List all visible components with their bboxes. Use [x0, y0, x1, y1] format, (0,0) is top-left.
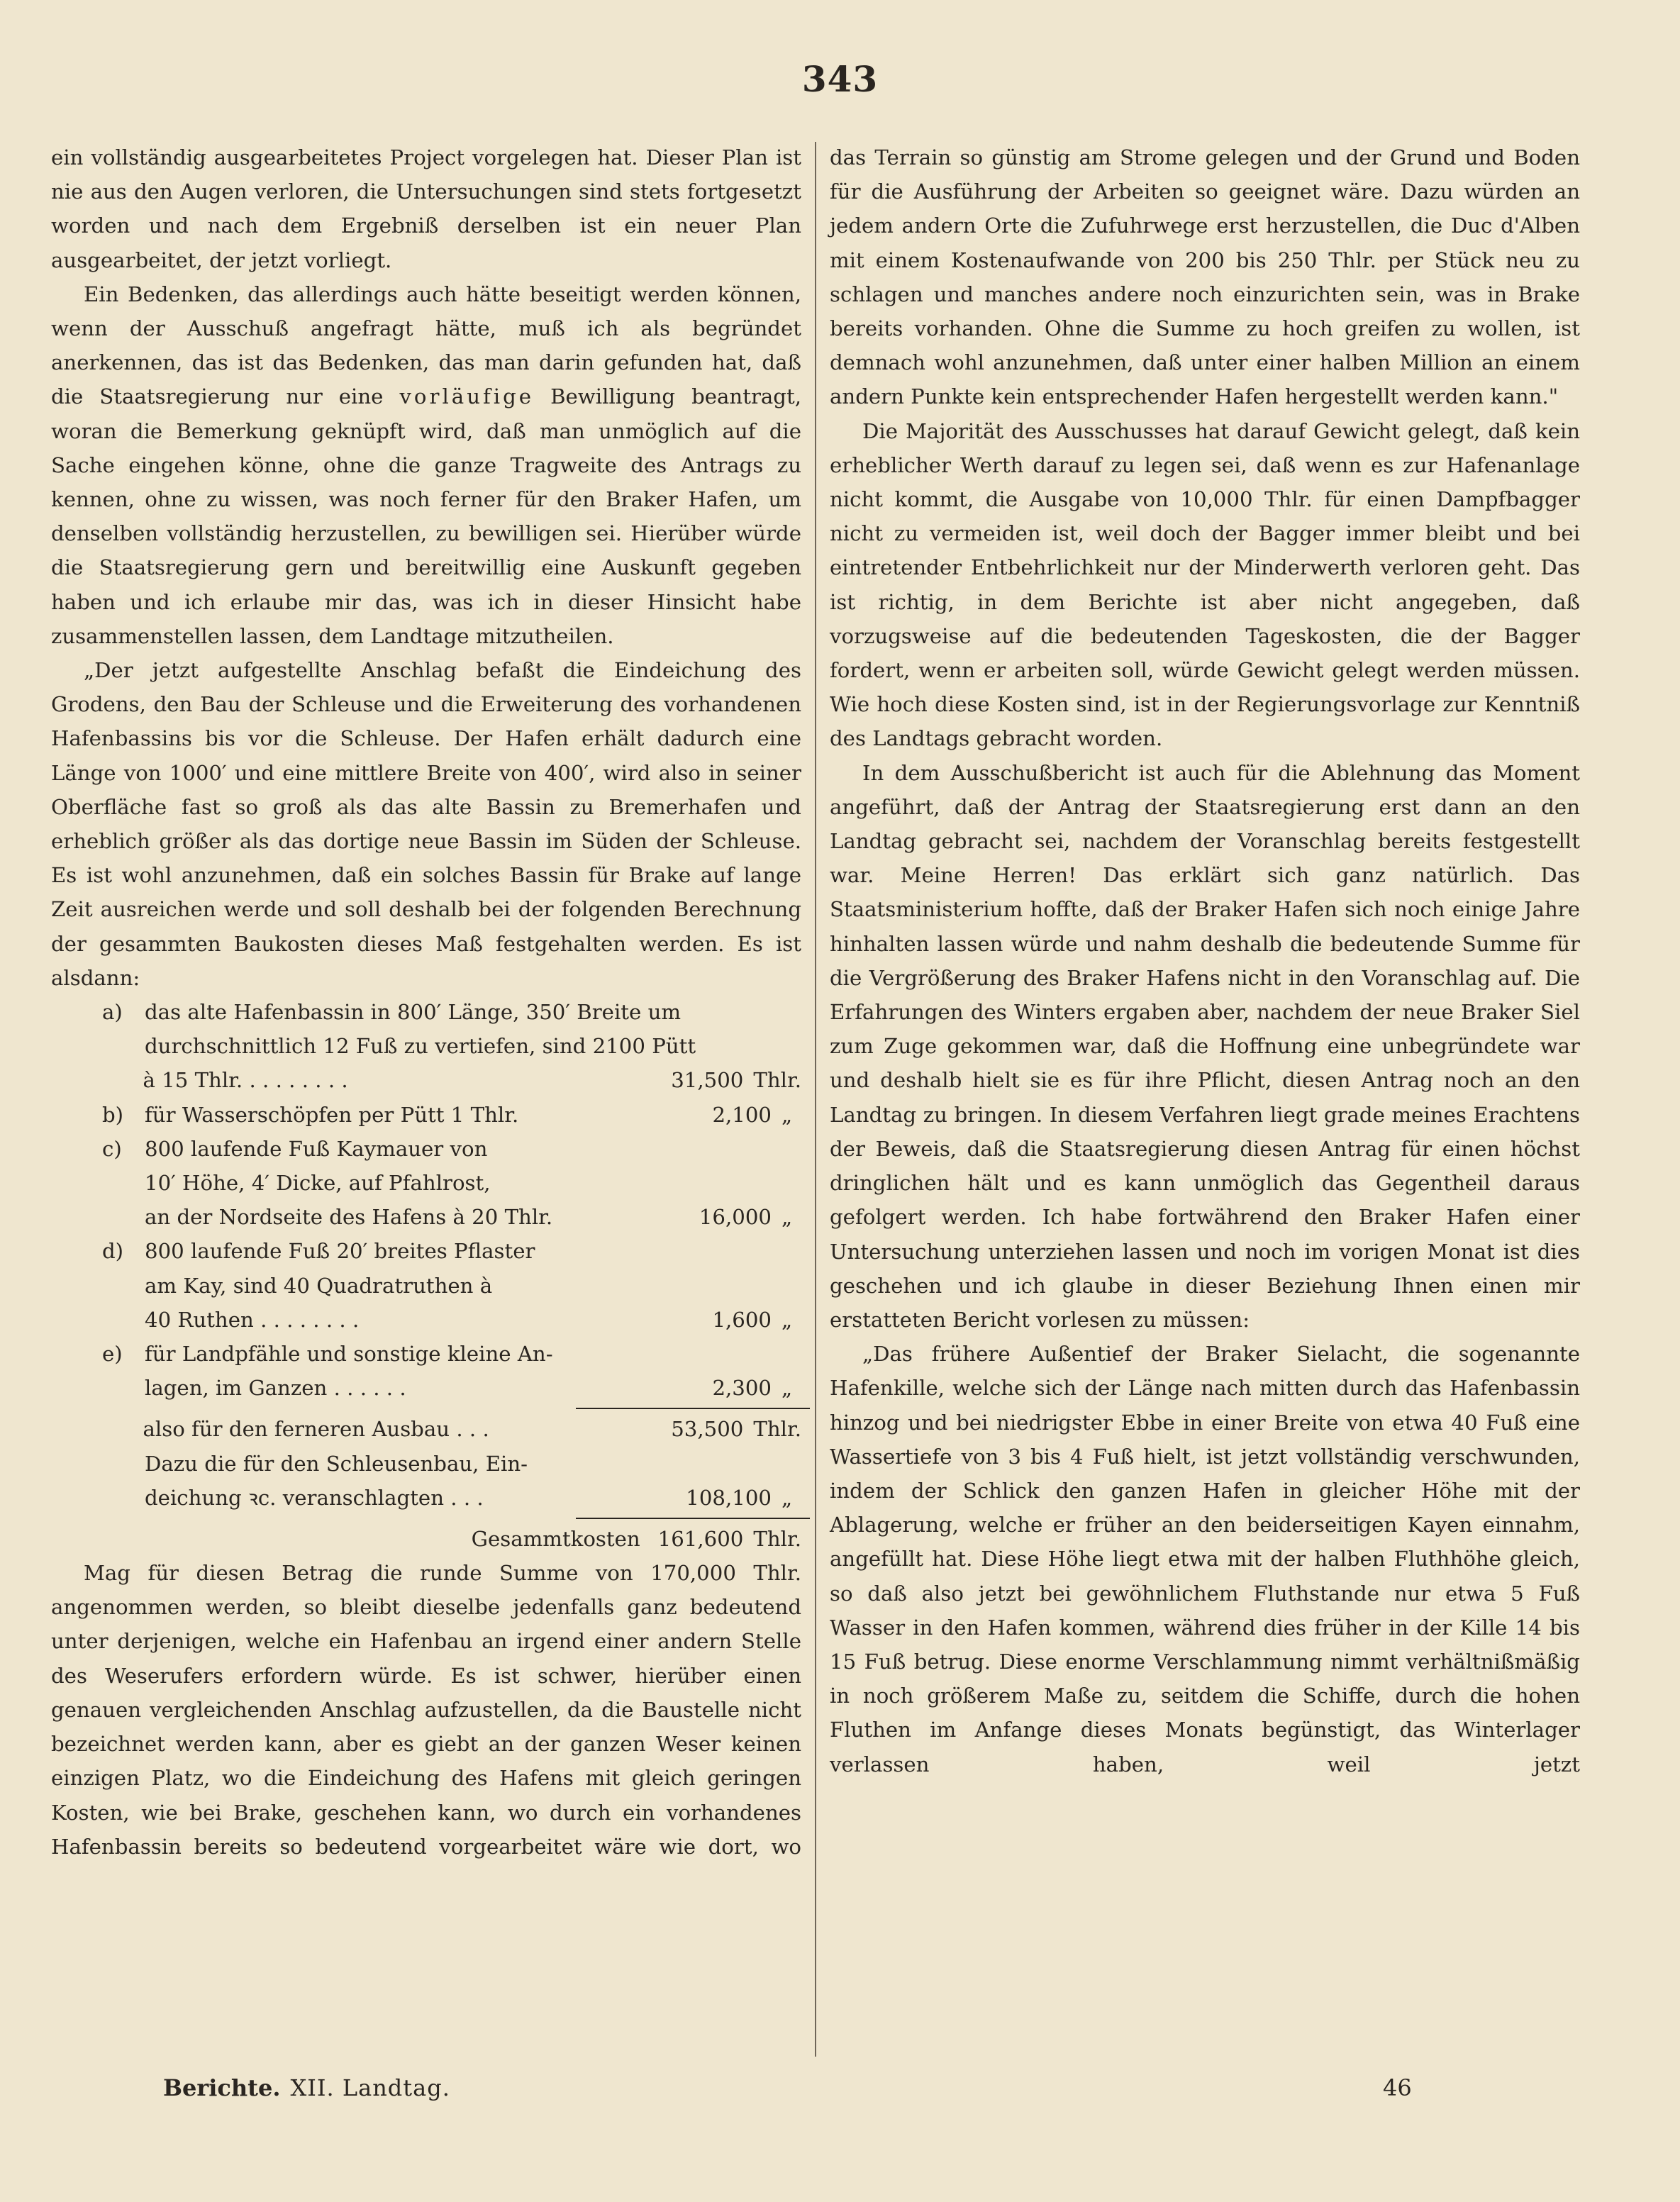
footer-signature: [163, 2074, 450, 2101]
cost-row-text: 40 Ruthen . . . . . . . .: [145, 1307, 360, 1332]
subtotal-text: deichung ꝛc. veranschlagten . . .: [145, 1485, 484, 1510]
cost-row-label: b): [102, 1102, 124, 1127]
subtotal-row: [51, 1412, 801, 1446]
subtotal-text: Dazu die für den Schleusenbau, Ein-: [145, 1451, 528, 1476]
subtotal-amount: 108,100: [686, 1485, 772, 1510]
right-paragraph-4: „Das frühere Außentief der Braker Sielacht, die sogenannte Hafenkille, welche sich der Länge nach mitten durch das Hafenbassin hinzog und bei niedrigster Ebbe in einer Breite von etwa 40 Fuß eine Wassertiefe von 3 bis 4 Fuß hielt, ist jetzt vollständig verschwunden, indem der Schlick den ganzen Hafen in gleicher Höhe mit der Ablagerung, welche er früher an den beiderseitigen Kayen einnahm, angefüllt hat. Diese Höhe liegt etwa mit der halben Fluthhöhe gleich, so daß also jetzt bei gewöhnlichem Fluthstande nur etwa 5 Fuß Wasser in den Hafen kommen, während dies früher in der Kille 14 bis 15 Fuß betrug. Diese enorme Verschlammung nimmt verhältnißmäßig in noch größerem Maße zu, seitdem die Schiffe, durch die hohen Fluthen im Anfange dieses Monats begünstigt, das Winterlager verlassen haben, weil jetzt: [830, 1342, 1580, 1776]
left-paragraph-2-spaced-word: vorläufige: [399, 384, 535, 409]
left-paragraph-2: [51, 277, 801, 653]
cost-row-text: durchschnittlich 12 Fuß zu vertiefen, sind 2100 Pütt: [145, 1034, 696, 1059]
right-paragraph-2: Die Majorität des Ausschusses hat darauf Gewicht gelegt, daß kein erheblicher Werth darauf zu legen sei, daß wenn es zur Hafenanlage nicht kommt, die Ausgabe von 10,000 Thlr. für einen Dampfbagger nicht zu vermeiden ist, weil doch der Bagger immer bleibt und bei eintretender Entbehrlichkeit nur der Minderwerth verloren geht. Das ist richtig, in dem Berichte ist aber nicht angegeben, daß vorzugsweise auf die bedeutenden Tageskosten, die der Bagger fordert, wenn er arbeiten soll, würde Gewicht gelegt werden müssen. Wie hoch diese Kosten sind, ist in der Regierungsvorlage zur Kenntniß des Landtags gebracht worden.: [830, 418, 1580, 751]
subtotal-amount: 53,500: [671, 1417, 744, 1442]
cost-row: [51, 1200, 801, 1234]
total-rule: [576, 1518, 810, 1519]
cost-row-amount: 2,100: [712, 1102, 772, 1127]
cost-row: [51, 1132, 801, 1166]
cost-row: [51, 1303, 801, 1337]
cost-row-label: c): [102, 1136, 122, 1161]
right-column: [830, 140, 1580, 1781]
cost-row-amount: 2,300: [712, 1376, 772, 1401]
total-unit: Thlr.: [753, 1526, 801, 1551]
cost-row: [51, 1371, 801, 1405]
cost-row-amount: 31,500: [671, 1068, 744, 1093]
right-paragraph-3: In dem Ausschußbericht ist auch für die Ablehnung das Moment angeführt, daß der Antrag der Staatsregierung erst dann an den Landtag gebracht sei, nachdem der Voranschlag bereits festgestellt war. Meine Herren! Das erklärt sich ganz natürlich. Das Staatsministerium hoffte, daß der Braker Hafen sich noch einige Jahre hinhalten lassen würde und nahm deshalb die bedeutende Summe für die Vergrößerung des Braker Hafens nicht in den Voranschlag auf. Die Erfahrungen des Winters ergaben aber, nachdem der neue Braker Siel zum Zuge gekommen war, daß die Hoffnung eine unbegründete war und deshalb hielt sie es für ihre Pflicht, diesen Antrag noch an den Landtag zu bringen. In diesem Verfahren liegt grade meines Erachtens der Beweis, daß die Staatsregierung diesen Antrag für einen höchst dringlichen hält und es kann unmöglich das Gegentheil daraus gefolgert werden. Ich habe fortwährend den Braker Hafen einer Untersuchung unterziehen lassen und noch im vorigen Monat ist dies geschehen und ich glaube in dieser Beziehung Ihnen einen mir erstatteten Bericht vorlesen zu müssen:: [830, 760, 1580, 1332]
subtotal-row: [51, 1447, 801, 1481]
cost-row-text: 800 laufende Fuß Kaymauer von: [145, 1136, 488, 1161]
left-paragraph-3: „Der jetzt aufgestellte Anschlag befaßt die Eindeichung des Grodens, den Bau der Schleuse und die Erweiterung des vorhandenen Hafenbassins bis vor die Schleuse. Der Hafen erhält dadurch eine Länge von 1000′ und eine mittlere Breite von 400′, wird also in seiner Oberfläche fast so groß als das alte Bassin zu Bremerhafen und erheblich größer als das dortige neue Bassin im Süden der Schleuse. Es ist wohl anzunehmen, daß ein solches Bassin für Brake auf lange Zeit ausreichen werde und soll deshalb bei der folgenden Berechnung der gesammten Baukosten dieses Maß festgehalten werden. Es ist alsdann:: [51, 658, 801, 990]
footer-sheet-number: 46: [1383, 2074, 1412, 2101]
cost-row: [51, 1098, 801, 1132]
subtotal-row: [51, 1481, 801, 1515]
total-label: Gesammtkosten: [471, 1526, 640, 1551]
cost-row-text: an der Nordseite des Hafens à 20 Thlr.: [145, 1205, 553, 1230]
right-paragraph-1: das Terrain so günstig am Strome gelegen und der Grund und Boden für die Ausführung der Arbeiten so geeignet wäre. Dazu würden an jedem andern Orte die Zufuhrwege erst herzustellen, die Duc d'Alben mit einem Kostenaufwande von 200 bis 250 Thlr. per Stück neu zu schlagen und manches andere noch einzurichten sein, was in Brake bereits vorhanden. Ohne die Summe zu hoch greifen zu wollen, ist demnach wohl anzunehmen, daß unter einer halben Million an einem andern Punkte kein entsprechender Hafen hergestellt werden kann.": [830, 145, 1580, 409]
cost-row-unit: „: [781, 1307, 793, 1332]
cost-row: [51, 1166, 801, 1200]
cost-row-unit: „: [781, 1205, 793, 1230]
cost-row: [51, 995, 801, 1029]
cost-row: [51, 1269, 801, 1303]
cost-row: [51, 1337, 801, 1371]
cost-row-unit: „: [781, 1102, 793, 1127]
left-paragraph-4: Mag für diesen Betrag die runde Summe von 170,000 Thlr. angenommen werden, so bleibt dieselbe jedenfalls ganz bedeutend unter derjenigen, welche ein Hafenbau an irgend einer andern Stelle des Weserufers erfordern würde. Es ist schwer, hierüber einen genauen vergleichenden Anschlag aufzustellen, da die Baustelle nicht bezeichnet werden kann, aber es giebt an der ganzen Weser keinen einzigen Platz, wo die Eindeichung des Hafens mit gleich geringen Kosten, wie bei Brake, geschehen kann, wo durch ein vorhandenes Hafenbassin bereits so bedeutend vorgearbeitet wäre wie dort, wo: [51, 1561, 801, 1859]
cost-row-unit: „: [781, 1376, 793, 1401]
cost-row: [51, 1063, 801, 1097]
total-amount: 161,600: [657, 1526, 744, 1551]
cost-row-label: a): [102, 1000, 123, 1025]
cost-table: [51, 995, 801, 1556]
subtotal-text: also für den ferneren Ausbau . . .: [143, 1417, 489, 1442]
cost-row-label: e): [102, 1341, 123, 1366]
cost-row: [51, 1234, 801, 1268]
footer-landtag: XII. Landtag.: [290, 2074, 450, 2101]
cost-row-amount: 16,000: [699, 1205, 772, 1230]
cost-row-text: für Wasserschöpfen per Pütt 1 Thlr.: [145, 1102, 519, 1127]
left-paragraph-2-part-a: Ein Bedenken, das allerdings auch hätte beseitigt werden können, wenn der Ausschuß angefragt hätte, muß ich als begründet anerkennen, das ist das Bedenken, das man darin gefunden hat, daß die Staatsregierung nur eine: [51, 282, 801, 409]
cost-row-text: 10′ Höhe, 4′ Dicke, auf Pfahlrost,: [145, 1171, 491, 1196]
cost-row-text: lagen, im Ganzen . . . . . .: [145, 1376, 406, 1401]
cost-row-text: am Kay, sind 40 Quadratruthen à: [145, 1273, 493, 1298]
cost-row-amount: 1,600: [712, 1307, 772, 1332]
left-paragraph-1: ein vollständig ausgearbeitetes Project vorgelegen hat. Dieser Plan ist nie aus den Augen verloren, die Untersuchungen sind stets fortgesetzt worden und nach dem Ergebniß derselben ist ein neuer Plan ausgearbeitet, der jetzt vorliegt.: [51, 145, 801, 272]
total-row: [51, 1522, 801, 1556]
cost-row: [51, 1029, 801, 1063]
cost-row-text: à 15 Thlr. . . . . . . . .: [143, 1068, 348, 1093]
cost-row-text: für Landpfähle und sonstige kleine An-: [145, 1341, 553, 1366]
cost-row-text: 800 laufende Fuß 20′ breites Pflaster: [145, 1239, 535, 1264]
cost-row-text: das alte Hafenbassin in 800′ Länge, 350′ Breite um: [145, 1000, 682, 1025]
left-column: [51, 140, 801, 1864]
cost-row-unit: Thlr.: [753, 1068, 801, 1093]
left-paragraph-2-part-b: Bewilligung beantragt, woran die Bemerkung geknüpft wird, daß man unmöglich auf die Sache eingehen könne, ohne die ganze Tragweite des Antrags zu kennen, ohne zu wissen, was noch ferner für den Braker Hafen, um denselben vollständig herzustellen, zu bewilligen sei. Hierüber würde die Staatsregierung gern und bereitwillig eine Auskunft gegeben haben und ich erlaube mir das, was ich in dieser Hinsicht habe zusammenstellen lassen, dem Landtage mitzutheilen.: [51, 384, 801, 648]
subtotal-unit: „: [781, 1485, 793, 1510]
subtotal-unit: Thlr.: [753, 1417, 801, 1442]
footer-title: Berichte.: [163, 2074, 281, 2101]
sum-rule: [576, 1408, 810, 1409]
page-number: 343: [801, 58, 879, 100]
column-divider: [815, 142, 816, 2057]
cost-row-label: d): [102, 1239, 124, 1264]
